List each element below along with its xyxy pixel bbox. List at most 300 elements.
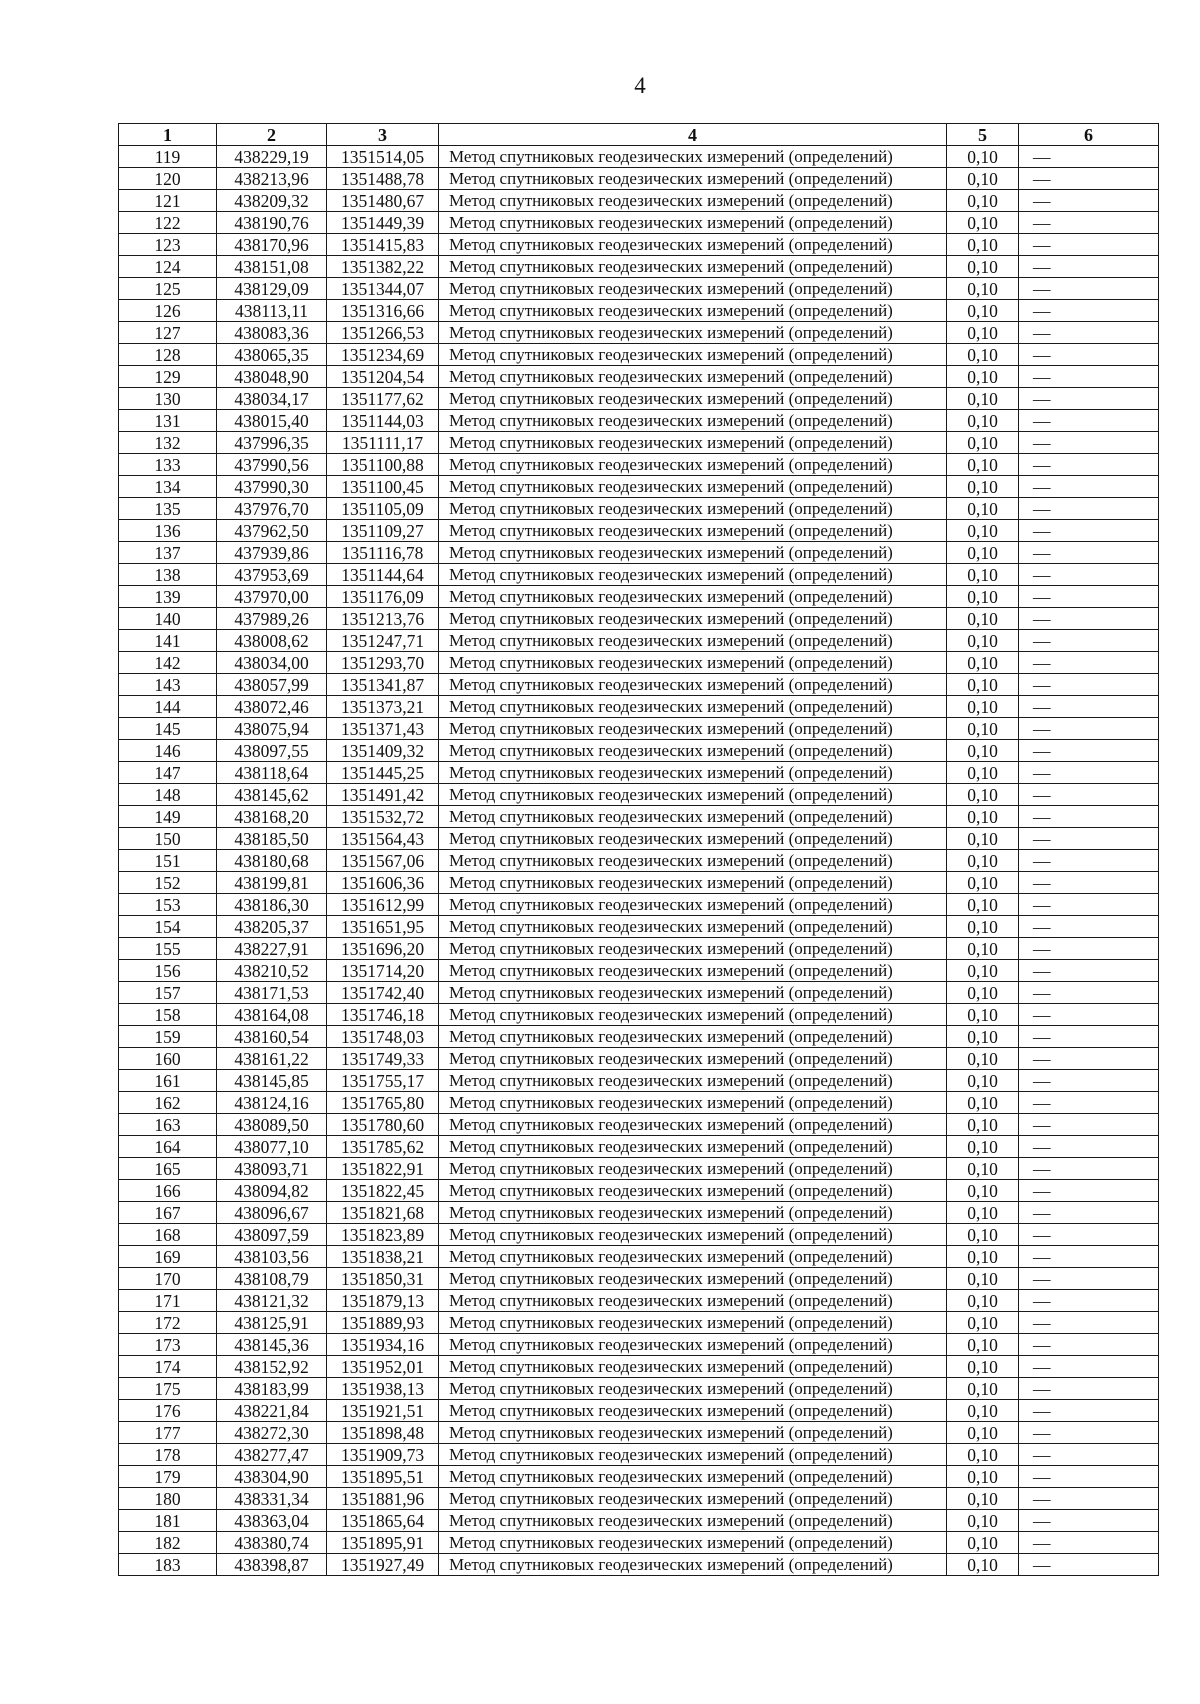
accuracy-cell: 0,10 bbox=[947, 498, 1019, 520]
description-cell: — bbox=[1019, 1444, 1159, 1466]
point-number-cell: 167 bbox=[119, 1202, 217, 1224]
point-number-cell: 139 bbox=[119, 586, 217, 608]
method-cell: Метод спутниковых геодезических измерений (определений) bbox=[439, 1004, 947, 1026]
accuracy-cell: 0,10 bbox=[947, 718, 1019, 740]
x-coordinate-cell: 438160,54 bbox=[217, 1026, 327, 1048]
accuracy-cell: 0,10 bbox=[947, 234, 1019, 256]
x-coordinate-cell: 438072,46 bbox=[217, 696, 327, 718]
point-number-cell: 150 bbox=[119, 828, 217, 850]
method-cell: Метод спутниковых геодезических измерений (определений) bbox=[439, 1466, 947, 1488]
description-cell: — bbox=[1019, 608, 1159, 630]
description-cell: — bbox=[1019, 256, 1159, 278]
y-coordinate-cell: 1351612,99 bbox=[327, 894, 439, 916]
accuracy-cell: 0,10 bbox=[947, 366, 1019, 388]
method-cell: Метод спутниковых геодезических измерений (определений) bbox=[439, 1554, 947, 1576]
description-cell: — bbox=[1019, 1356, 1159, 1378]
x-coordinate-cell: 438108,79 bbox=[217, 1268, 327, 1290]
x-coordinate-cell: 438151,08 bbox=[217, 256, 327, 278]
point-number-cell: 134 bbox=[119, 476, 217, 498]
point-number-cell: 132 bbox=[119, 432, 217, 454]
table-row bbox=[119, 1510, 1159, 1532]
accuracy-cell: 0,10 bbox=[947, 1444, 1019, 1466]
y-coordinate-cell: 1351746,18 bbox=[327, 1004, 439, 1026]
point-number-cell: 128 bbox=[119, 344, 217, 366]
method-cell: Метод спутниковых геодезических измерений (определений) bbox=[439, 1268, 947, 1290]
accuracy-cell: 0,10 bbox=[947, 1532, 1019, 1554]
y-coordinate-cell: 1351696,20 bbox=[327, 938, 439, 960]
y-coordinate-cell: 1351938,13 bbox=[327, 1378, 439, 1400]
accuracy-cell: 0,10 bbox=[947, 1466, 1019, 1488]
accuracy-cell: 0,10 bbox=[947, 322, 1019, 344]
x-coordinate-cell: 438199,81 bbox=[217, 872, 327, 894]
x-coordinate-cell: 438185,50 bbox=[217, 828, 327, 850]
table-row bbox=[119, 1488, 1159, 1510]
method-cell: Метод спутниковых геодезических измерений (определений) bbox=[439, 388, 947, 410]
point-number-cell: 126 bbox=[119, 300, 217, 322]
description-cell: — bbox=[1019, 322, 1159, 344]
y-coordinate-cell: 1351213,76 bbox=[327, 608, 439, 630]
method-cell: Метод спутниковых геодезических измерений (определений) bbox=[439, 872, 947, 894]
y-coordinate-cell: 1351204,54 bbox=[327, 366, 439, 388]
description-cell: — bbox=[1019, 652, 1159, 674]
point-number-cell: 171 bbox=[119, 1290, 217, 1312]
x-coordinate-cell: 437953,69 bbox=[217, 564, 327, 586]
coordinates-table bbox=[118, 123, 1159, 1576]
accuracy-cell: 0,10 bbox=[947, 1356, 1019, 1378]
method-cell: Метод спутниковых геодезических измерений (определений) bbox=[439, 740, 947, 762]
description-cell: — bbox=[1019, 146, 1159, 168]
x-coordinate-cell: 438034,00 bbox=[217, 652, 327, 674]
method-cell: Метод спутниковых геодезических измерений (определений) bbox=[439, 718, 947, 740]
accuracy-cell: 0,10 bbox=[947, 938, 1019, 960]
y-coordinate-cell: 1351177,62 bbox=[327, 388, 439, 410]
method-cell: Метод спутниковых геодезических измерений (определений) bbox=[439, 278, 947, 300]
table-row bbox=[119, 1334, 1159, 1356]
point-number-cell: 182 bbox=[119, 1532, 217, 1554]
x-coordinate-cell: 438145,85 bbox=[217, 1070, 327, 1092]
method-cell: Метод спутниковых геодезических измерений (определений) bbox=[439, 564, 947, 586]
accuracy-cell: 0,10 bbox=[947, 1488, 1019, 1510]
table-row bbox=[119, 872, 1159, 894]
method-cell: Метод спутниковых геодезических измерений (определений) bbox=[439, 1092, 947, 1114]
description-cell: — bbox=[1019, 212, 1159, 234]
method-cell: Метод спутниковых геодезических измерений (определений) bbox=[439, 322, 947, 344]
x-coordinate-cell: 438205,37 bbox=[217, 916, 327, 938]
description-cell: — bbox=[1019, 828, 1159, 850]
method-cell: Метод спутниковых геодезических измерений (определений) bbox=[439, 1246, 947, 1268]
table-header-row bbox=[119, 124, 1159, 146]
accuracy-cell: 0,10 bbox=[947, 454, 1019, 476]
x-coordinate-cell: 437989,26 bbox=[217, 608, 327, 630]
y-coordinate-cell: 1351895,51 bbox=[327, 1466, 439, 1488]
description-cell: — bbox=[1019, 476, 1159, 498]
y-coordinate-cell: 1351105,09 bbox=[327, 498, 439, 520]
y-coordinate-cell: 1351415,83 bbox=[327, 234, 439, 256]
description-cell: — bbox=[1019, 696, 1159, 718]
description-cell: — bbox=[1019, 300, 1159, 322]
accuracy-cell: 0,10 bbox=[947, 762, 1019, 784]
x-coordinate-cell: 438168,20 bbox=[217, 806, 327, 828]
x-coordinate-cell: 438057,99 bbox=[217, 674, 327, 696]
header-col-5: 5 bbox=[947, 124, 1019, 146]
method-cell: Метод спутниковых геодезических измерений (определений) bbox=[439, 1334, 947, 1356]
description-cell: — bbox=[1019, 388, 1159, 410]
x-coordinate-cell: 438229,19 bbox=[217, 146, 327, 168]
description-cell: — bbox=[1019, 234, 1159, 256]
description-cell: — bbox=[1019, 432, 1159, 454]
point-number-cell: 147 bbox=[119, 762, 217, 784]
x-coordinate-cell: 438183,99 bbox=[217, 1378, 327, 1400]
y-coordinate-cell: 1351109,27 bbox=[327, 520, 439, 542]
table-row bbox=[119, 1202, 1159, 1224]
method-cell: Метод спутниковых геодезических измерений (определений) bbox=[439, 344, 947, 366]
x-coordinate-cell: 438190,76 bbox=[217, 212, 327, 234]
method-cell: Метод спутниковых геодезических измерений (определений) bbox=[439, 1136, 947, 1158]
x-coordinate-cell: 438210,52 bbox=[217, 960, 327, 982]
y-coordinate-cell: 1351266,53 bbox=[327, 322, 439, 344]
y-coordinate-cell: 1351480,67 bbox=[327, 190, 439, 212]
x-coordinate-cell: 438034,17 bbox=[217, 388, 327, 410]
method-cell: Метод спутниковых геодезических измерений (определений) bbox=[439, 454, 947, 476]
y-coordinate-cell: 1351316,66 bbox=[327, 300, 439, 322]
x-coordinate-cell: 438213,96 bbox=[217, 168, 327, 190]
method-cell: Метод спутниковых геодезических измерений (определений) bbox=[439, 1312, 947, 1334]
point-number-cell: 175 bbox=[119, 1378, 217, 1400]
description-cell: — bbox=[1019, 872, 1159, 894]
table-row bbox=[119, 454, 1159, 476]
description-cell: — bbox=[1019, 916, 1159, 938]
table-row bbox=[119, 1400, 1159, 1422]
x-coordinate-cell: 438277,47 bbox=[217, 1444, 327, 1466]
method-cell: Метод спутниковых геодезических измерений (определений) bbox=[439, 520, 947, 542]
x-coordinate-cell: 438121,32 bbox=[217, 1290, 327, 1312]
method-cell: Метод спутниковых геодезических измерений (определений) bbox=[439, 212, 947, 234]
description-cell: — bbox=[1019, 1048, 1159, 1070]
x-coordinate-cell: 438145,62 bbox=[217, 784, 327, 806]
description-cell: — bbox=[1019, 1004, 1159, 1026]
table-row bbox=[119, 806, 1159, 828]
table-row bbox=[119, 630, 1159, 652]
x-coordinate-cell: 438094,82 bbox=[217, 1180, 327, 1202]
accuracy-cell: 0,10 bbox=[947, 388, 1019, 410]
y-coordinate-cell: 1351865,64 bbox=[327, 1510, 439, 1532]
accuracy-cell: 0,10 bbox=[947, 1312, 1019, 1334]
method-cell: Метод спутниковых геодезических измерений (определений) bbox=[439, 806, 947, 828]
y-coordinate-cell: 1351921,51 bbox=[327, 1400, 439, 1422]
y-coordinate-cell: 1351567,06 bbox=[327, 850, 439, 872]
method-cell: Метод спутниковых геодезических измерений (определений) bbox=[439, 784, 947, 806]
method-cell: Метод спутниковых геодезических измерений (определений) bbox=[439, 542, 947, 564]
y-coordinate-cell: 1351898,48 bbox=[327, 1422, 439, 1444]
accuracy-cell: 0,10 bbox=[947, 564, 1019, 586]
point-number-cell: 169 bbox=[119, 1246, 217, 1268]
accuracy-cell: 0,10 bbox=[947, 674, 1019, 696]
method-cell: Метод спутниковых геодезических измерений (определений) bbox=[439, 476, 947, 498]
y-coordinate-cell: 1351532,72 bbox=[327, 806, 439, 828]
method-cell: Метод спутниковых геодезических измерений (определений) bbox=[439, 1224, 947, 1246]
method-cell: Метод спутниковых геодезических измерений (определений) bbox=[439, 1070, 947, 1092]
accuracy-cell: 0,10 bbox=[947, 1510, 1019, 1532]
method-cell: Метод спутниковых геодезических измерений (определений) bbox=[439, 1290, 947, 1312]
method-cell: Метод спутниковых геодезических измерений (определений) bbox=[439, 366, 947, 388]
method-cell: Метод спутниковых геодезических измерений (определений) bbox=[439, 652, 947, 674]
accuracy-cell: 0,10 bbox=[947, 1422, 1019, 1444]
table-row bbox=[119, 146, 1159, 168]
accuracy-cell: 0,10 bbox=[947, 806, 1019, 828]
method-cell: Метод спутниковых геодезических измерений (определений) bbox=[439, 234, 947, 256]
method-cell: Метод спутниковых геодезических измерений (определений) bbox=[439, 1400, 947, 1422]
point-number-cell: 122 bbox=[119, 212, 217, 234]
y-coordinate-cell: 1351382,22 bbox=[327, 256, 439, 278]
accuracy-cell: 0,10 bbox=[947, 1554, 1019, 1576]
y-coordinate-cell: 1351144,64 bbox=[327, 564, 439, 586]
accuracy-cell: 0,10 bbox=[947, 1290, 1019, 1312]
method-cell: Метод спутниковых геодезических измерений (определений) bbox=[439, 1158, 947, 1180]
description-cell: — bbox=[1019, 1510, 1159, 1532]
point-number-cell: 145 bbox=[119, 718, 217, 740]
y-coordinate-cell: 1351100,88 bbox=[327, 454, 439, 476]
description-cell: — bbox=[1019, 168, 1159, 190]
description-cell: — bbox=[1019, 1092, 1159, 1114]
table-row bbox=[119, 476, 1159, 498]
x-coordinate-cell: 437990,30 bbox=[217, 476, 327, 498]
table-row bbox=[119, 652, 1159, 674]
table-row bbox=[119, 1180, 1159, 1202]
accuracy-cell: 0,10 bbox=[947, 410, 1019, 432]
header-col-6: 6 bbox=[1019, 124, 1159, 146]
accuracy-cell: 0,10 bbox=[947, 960, 1019, 982]
point-number-cell: 129 bbox=[119, 366, 217, 388]
accuracy-cell: 0,10 bbox=[947, 1092, 1019, 1114]
description-cell: — bbox=[1019, 1202, 1159, 1224]
point-number-cell: 141 bbox=[119, 630, 217, 652]
y-coordinate-cell: 1351234,69 bbox=[327, 344, 439, 366]
y-coordinate-cell: 1351564,43 bbox=[327, 828, 439, 850]
table-row bbox=[119, 300, 1159, 322]
point-number-cell: 130 bbox=[119, 388, 217, 410]
table-row bbox=[119, 1158, 1159, 1180]
point-number-cell: 123 bbox=[119, 234, 217, 256]
accuracy-cell: 0,10 bbox=[947, 1004, 1019, 1026]
table-row bbox=[119, 388, 1159, 410]
description-cell: — bbox=[1019, 344, 1159, 366]
table-row bbox=[119, 1070, 1159, 1092]
point-number-cell: 155 bbox=[119, 938, 217, 960]
accuracy-cell: 0,10 bbox=[947, 1048, 1019, 1070]
accuracy-cell: 0,10 bbox=[947, 344, 1019, 366]
accuracy-cell: 0,10 bbox=[947, 982, 1019, 1004]
x-coordinate-cell: 438096,67 bbox=[217, 1202, 327, 1224]
method-cell: Метод спутниковых геодезических измерений (определений) bbox=[439, 1202, 947, 1224]
method-cell: Метод спутниковых геодезических измерений (определений) bbox=[439, 850, 947, 872]
accuracy-cell: 0,10 bbox=[947, 542, 1019, 564]
description-cell: — bbox=[1019, 718, 1159, 740]
page-number: 4 bbox=[634, 73, 646, 98]
point-number-cell: 177 bbox=[119, 1422, 217, 1444]
description-cell: — bbox=[1019, 278, 1159, 300]
description-cell: — bbox=[1019, 1400, 1159, 1422]
point-number-cell: 164 bbox=[119, 1136, 217, 1158]
table-row bbox=[119, 1004, 1159, 1026]
table-row bbox=[119, 1224, 1159, 1246]
x-coordinate-cell: 437939,86 bbox=[217, 542, 327, 564]
point-number-cell: 178 bbox=[119, 1444, 217, 1466]
method-cell: Метод спутниковых геодезических измерений (определений) bbox=[439, 916, 947, 938]
method-cell: Метод спутниковых геодезических измерений (определений) bbox=[439, 586, 947, 608]
y-coordinate-cell: 1351293,70 bbox=[327, 652, 439, 674]
description-cell: — bbox=[1019, 1114, 1159, 1136]
y-coordinate-cell: 1351889,93 bbox=[327, 1312, 439, 1334]
method-cell: Метод спутниковых геодезических измерений (определений) bbox=[439, 256, 947, 278]
description-cell: — bbox=[1019, 366, 1159, 388]
table-row bbox=[119, 1114, 1159, 1136]
x-coordinate-cell: 438083,36 bbox=[217, 322, 327, 344]
y-coordinate-cell: 1351748,03 bbox=[327, 1026, 439, 1048]
description-cell: — bbox=[1019, 762, 1159, 784]
method-cell: Метод спутниковых геодезических измерений (определений) bbox=[439, 410, 947, 432]
point-number-cell: 154 bbox=[119, 916, 217, 938]
accuracy-cell: 0,10 bbox=[947, 1246, 1019, 1268]
y-coordinate-cell: 1351850,31 bbox=[327, 1268, 439, 1290]
method-cell: Метод спутниковых геодезических измерений (определений) bbox=[439, 828, 947, 850]
point-number-cell: 148 bbox=[119, 784, 217, 806]
accuracy-cell: 0,10 bbox=[947, 608, 1019, 630]
table-row bbox=[119, 1378, 1159, 1400]
table-row bbox=[119, 1356, 1159, 1378]
accuracy-cell: 0,10 bbox=[947, 1070, 1019, 1092]
description-cell: — bbox=[1019, 1026, 1159, 1048]
point-number-cell: 144 bbox=[119, 696, 217, 718]
y-coordinate-cell: 1351144,03 bbox=[327, 410, 439, 432]
accuracy-cell: 0,10 bbox=[947, 828, 1019, 850]
accuracy-cell: 0,10 bbox=[947, 146, 1019, 168]
accuracy-cell: 0,10 bbox=[947, 696, 1019, 718]
accuracy-cell: 0,10 bbox=[947, 586, 1019, 608]
table-row bbox=[119, 1422, 1159, 1444]
point-number-cell: 146 bbox=[119, 740, 217, 762]
y-coordinate-cell: 1351373,21 bbox=[327, 696, 439, 718]
description-cell: — bbox=[1019, 1180, 1159, 1202]
y-coordinate-cell: 1351742,40 bbox=[327, 982, 439, 1004]
point-number-cell: 165 bbox=[119, 1158, 217, 1180]
table-row bbox=[119, 784, 1159, 806]
header-col-4: 4 bbox=[439, 124, 947, 146]
accuracy-cell: 0,10 bbox=[947, 916, 1019, 938]
y-coordinate-cell: 1351765,80 bbox=[327, 1092, 439, 1114]
description-cell: — bbox=[1019, 410, 1159, 432]
table-row bbox=[119, 938, 1159, 960]
y-coordinate-cell: 1351111,17 bbox=[327, 432, 439, 454]
y-coordinate-cell: 1351780,60 bbox=[327, 1114, 439, 1136]
method-cell: Метод спутниковых геодезических измерений (определений) bbox=[439, 762, 947, 784]
x-coordinate-cell: 438113,11 bbox=[217, 300, 327, 322]
point-number-cell: 151 bbox=[119, 850, 217, 872]
x-coordinate-cell: 438152,92 bbox=[217, 1356, 327, 1378]
y-coordinate-cell: 1351445,25 bbox=[327, 762, 439, 784]
x-coordinate-cell: 438145,36 bbox=[217, 1334, 327, 1356]
point-number-cell: 156 bbox=[119, 960, 217, 982]
accuracy-cell: 0,10 bbox=[947, 212, 1019, 234]
x-coordinate-cell: 437962,50 bbox=[217, 520, 327, 542]
description-cell: — bbox=[1019, 806, 1159, 828]
accuracy-cell: 0,10 bbox=[947, 850, 1019, 872]
table-row bbox=[119, 432, 1159, 454]
point-number-cell: 121 bbox=[119, 190, 217, 212]
method-cell: Метод спутниковых геодезических измерений (определений) bbox=[439, 1048, 947, 1070]
description-cell: — bbox=[1019, 674, 1159, 696]
method-cell: Метод спутниковых геодезических измерений (определений) bbox=[439, 894, 947, 916]
table-row bbox=[119, 410, 1159, 432]
y-coordinate-cell: 1351755,17 bbox=[327, 1070, 439, 1092]
table-row bbox=[119, 1026, 1159, 1048]
description-cell: — bbox=[1019, 190, 1159, 212]
y-coordinate-cell: 1351838,21 bbox=[327, 1246, 439, 1268]
table-row bbox=[119, 564, 1159, 586]
description-cell: — bbox=[1019, 740, 1159, 762]
point-number-cell: 158 bbox=[119, 1004, 217, 1026]
y-coordinate-cell: 1351371,43 bbox=[327, 718, 439, 740]
x-coordinate-cell: 438171,53 bbox=[217, 982, 327, 1004]
table-row bbox=[119, 1312, 1159, 1334]
x-coordinate-cell: 438186,30 bbox=[217, 894, 327, 916]
table-row bbox=[119, 256, 1159, 278]
description-cell: — bbox=[1019, 542, 1159, 564]
table-body bbox=[119, 146, 1159, 1576]
x-coordinate-cell: 438015,40 bbox=[217, 410, 327, 432]
y-coordinate-cell: 1351491,42 bbox=[327, 784, 439, 806]
y-coordinate-cell: 1351449,39 bbox=[327, 212, 439, 234]
point-number-cell: 166 bbox=[119, 1180, 217, 1202]
header-col-3: 3 bbox=[327, 124, 439, 146]
table-row bbox=[119, 1246, 1159, 1268]
y-coordinate-cell: 1351116,78 bbox=[327, 542, 439, 564]
accuracy-cell: 0,10 bbox=[947, 894, 1019, 916]
x-coordinate-cell: 438129,09 bbox=[217, 278, 327, 300]
description-cell: — bbox=[1019, 1422, 1159, 1444]
x-coordinate-cell: 438331,34 bbox=[217, 1488, 327, 1510]
description-cell: — bbox=[1019, 1290, 1159, 1312]
description-cell: — bbox=[1019, 982, 1159, 1004]
table-row bbox=[119, 762, 1159, 784]
point-number-cell: 162 bbox=[119, 1092, 217, 1114]
method-cell: Метод спутниковых геодезических измерений (определений) bbox=[439, 960, 947, 982]
description-cell: — bbox=[1019, 1070, 1159, 1092]
table-row bbox=[119, 696, 1159, 718]
table-row bbox=[119, 344, 1159, 366]
table-row bbox=[119, 322, 1159, 344]
description-cell: — bbox=[1019, 498, 1159, 520]
x-coordinate-cell: 438363,04 bbox=[217, 1510, 327, 1532]
x-coordinate-cell: 437970,00 bbox=[217, 586, 327, 608]
description-cell: — bbox=[1019, 630, 1159, 652]
accuracy-cell: 0,10 bbox=[947, 1224, 1019, 1246]
table-row bbox=[119, 960, 1159, 982]
y-coordinate-cell: 1351822,45 bbox=[327, 1180, 439, 1202]
x-coordinate-cell: 438221,84 bbox=[217, 1400, 327, 1422]
point-number-cell: 181 bbox=[119, 1510, 217, 1532]
description-cell: — bbox=[1019, 1224, 1159, 1246]
point-number-cell: 133 bbox=[119, 454, 217, 476]
y-coordinate-cell: 1351909,73 bbox=[327, 1444, 439, 1466]
x-coordinate-cell: 438209,32 bbox=[217, 190, 327, 212]
x-coordinate-cell: 438008,62 bbox=[217, 630, 327, 652]
y-coordinate-cell: 1351651,95 bbox=[327, 916, 439, 938]
method-cell: Метод спутниковых геодезических измерений (определений) bbox=[439, 630, 947, 652]
description-cell: — bbox=[1019, 520, 1159, 542]
description-cell: — bbox=[1019, 586, 1159, 608]
table-row bbox=[119, 1268, 1159, 1290]
y-coordinate-cell: 1351100,45 bbox=[327, 476, 439, 498]
